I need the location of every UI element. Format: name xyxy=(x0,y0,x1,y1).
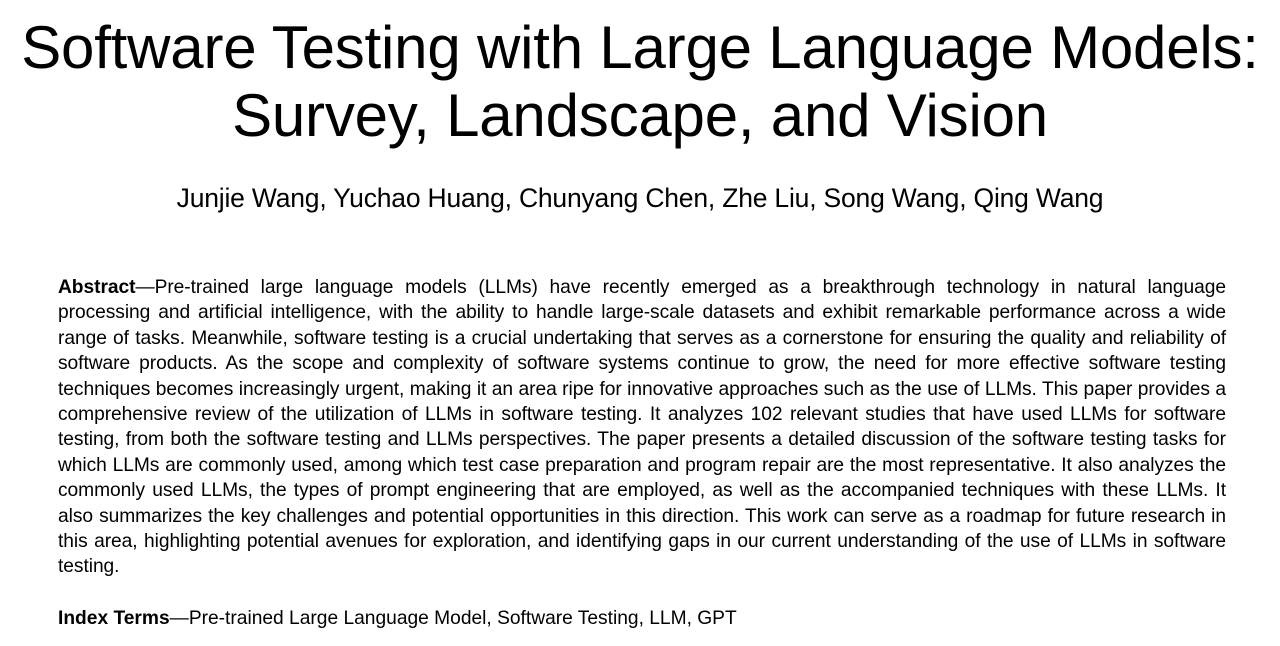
author-list: Junjie Wang, Yuchao Huang, Chunyang Chen, Zhe Liu, Song Wang, Qing Wang xyxy=(176,183,1104,213)
abstract xyxy=(58,275,1226,580)
index-terms xyxy=(58,606,1226,631)
paper-title-line-2: Survey, Landscape, and Vision xyxy=(232,82,1048,149)
index-terms-text: —Pre-trained Large Language Model, Software Testing, LLM, GPT xyxy=(169,608,737,629)
paper-title xyxy=(0,14,1280,150)
abstract-label: Abstract xyxy=(58,277,136,298)
abstract-text: —Pre-trained large language models (LLMs) have recently emerged as a breakthrough technology in natural language processing and artificial intelligence, with the ability to handle large-scale datasets and exhibit remarkable performance across a wide range of tasks. Meanwhile, software testing is a crucial undertaking that serves as a cornerstone for ensuring the quality and reliability of software products. As the scope and complexity of software systems continue to grow, the need for more effective software testing techniques becomes increasingly urgent, making it an area ripe for innovative approaches such as the use of LLMs. This paper provides a comprehensive review of the utilization of LLMs in software testing. It analyzes 102 relevant studies that have used LLMs for software testing, from both the software testing and LLMs perspectives. The paper presents a detailed discussion of the software testing tasks for which LLMs are commonly used, among which test case preparation and program repair are the most representative. It also analyzes the commonly used LLMs, the types of prompt engineering that are employed, as well as the accompanied techniques with these LLMs. It also summarizes the key challenges and potential opportunities in this direction. This work can serve as a roadmap for future research in this area, highlighting potential avenues for exploration, and identifying gaps in our current understanding of the use of LLMs in software testing. xyxy=(58,277,1226,578)
index-terms-label: Index Terms xyxy=(58,608,170,629)
paper-title-line-1: Software Testing with Large Language Models: xyxy=(21,14,1259,81)
